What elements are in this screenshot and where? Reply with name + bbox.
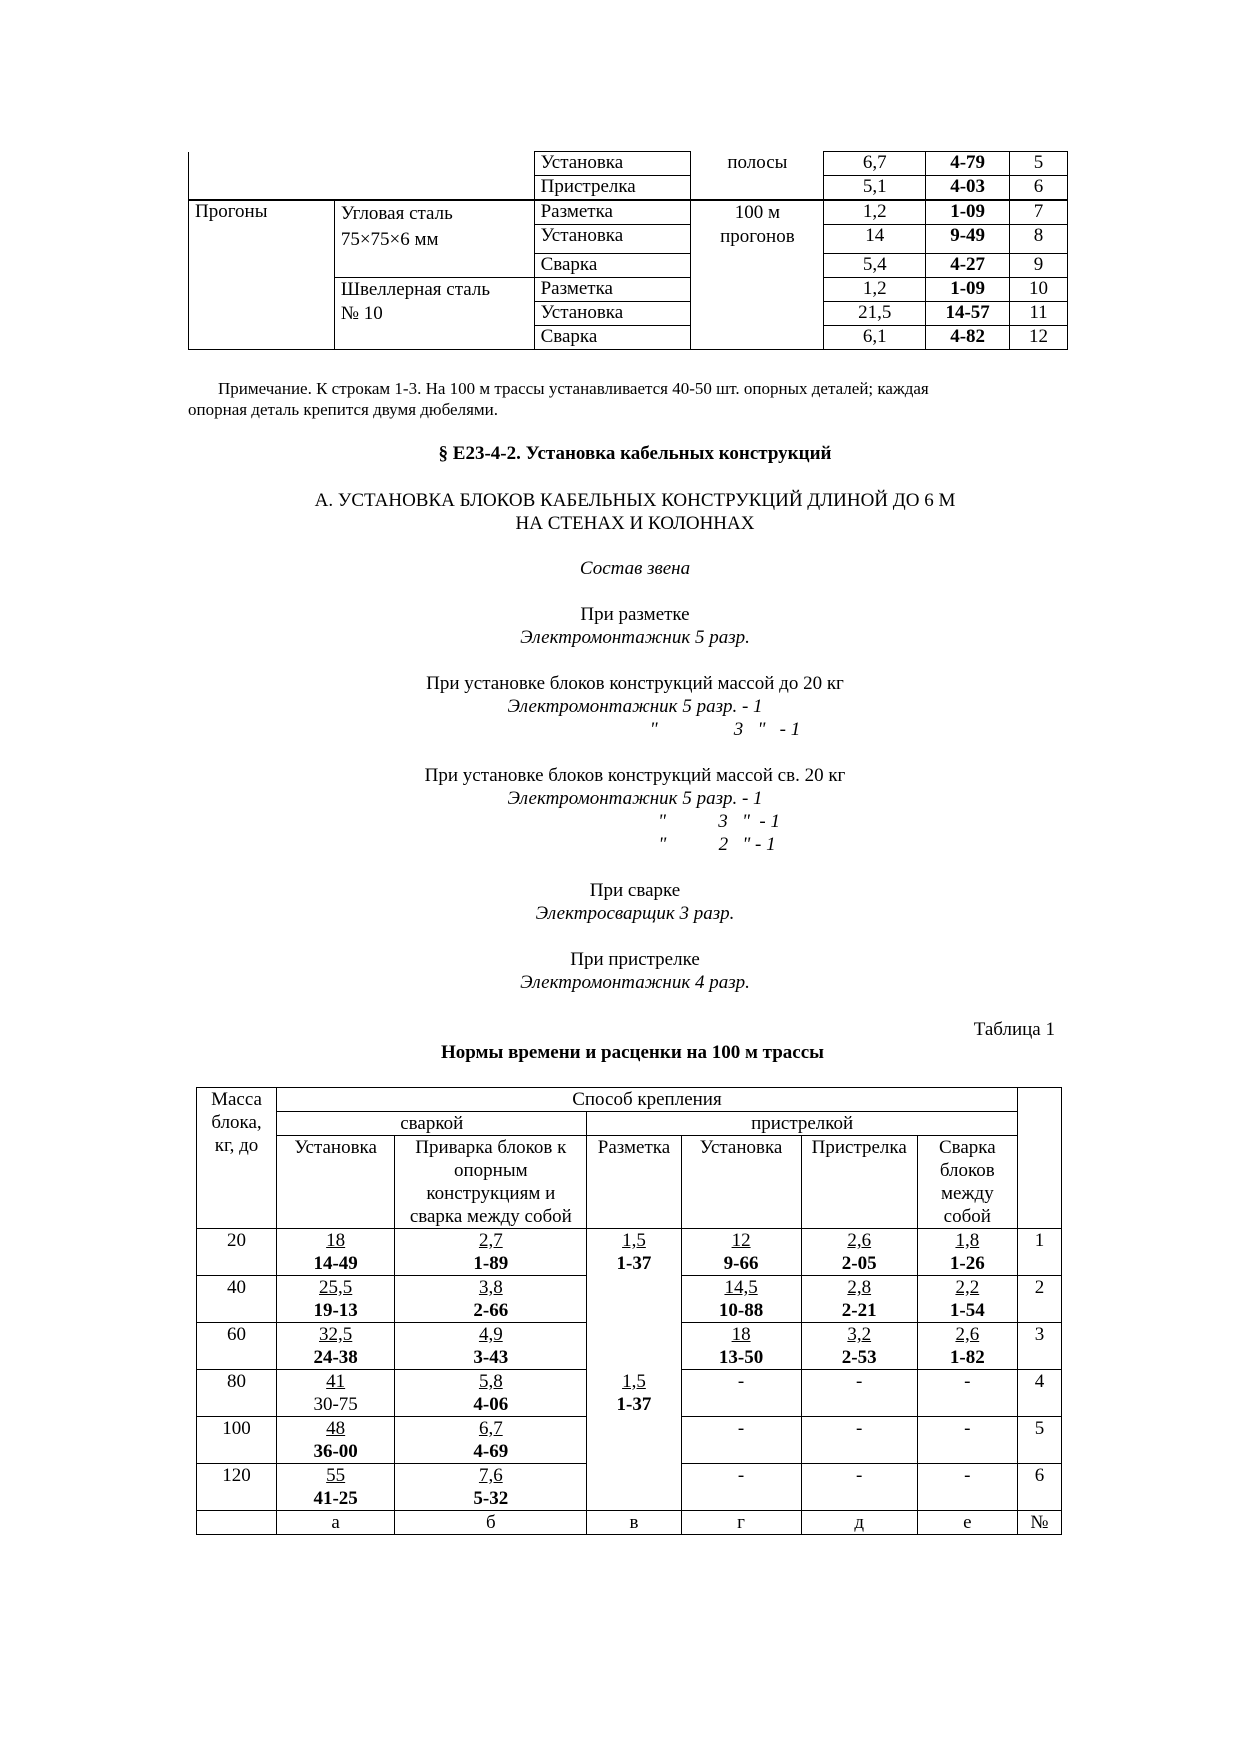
value-cell: 18 14-49 (277, 1229, 395, 1276)
table-row (197, 1229, 1062, 1276)
mass-cell: 80 (197, 1370, 277, 1417)
col-header: Сварка блоков между собой (917, 1136, 1017, 1229)
value-cell: 32,5 24-38 (277, 1323, 395, 1370)
material-cell: Угловая сталь 75×75×6 мм (334, 200, 534, 278)
section-subtitle: А. УСТАНОВКА БЛОКОВ КАБЕЛЬНЫХ КОНСТРУКЦИЙ ДЛИНОЙ ДО 6 М НА СТЕНАХ И КОЛОННАХ (314, 490, 956, 534)
value-cell: 18 13-50 (681, 1323, 801, 1370)
shooting-header: пристрелкой (587, 1112, 1017, 1136)
col-header: Установка (681, 1136, 801, 1229)
value-cell: - (681, 1370, 801, 1417)
value-cell: 55 41-25 (277, 1464, 395, 1511)
norm-cell: 1,2 (824, 278, 926, 302)
welding-header: сваркой (277, 1112, 587, 1136)
row-number-cell: 5 (1010, 152, 1068, 176)
table-row (189, 152, 1068, 176)
norm-cell: 21,5 (824, 302, 926, 326)
operation-cell: Установка (534, 225, 691, 254)
value-cell: 2,6 2-05 (801, 1229, 917, 1276)
value-cell: - (917, 1464, 1017, 1511)
value-cell: 1,5 1-37 (587, 1229, 681, 1370)
mass-cell: 120 (197, 1464, 277, 1511)
table-title: Нормы времени и расценки на 100 м трассы (440, 1042, 824, 1063)
price-cell: 4-79 (926, 152, 1010, 176)
operation-cell: Пристрелка (534, 176, 691, 201)
crew-worker: Электросварщик 3 разр. (535, 903, 735, 924)
mass-header: Масса блока, кг, до (197, 1088, 277, 1229)
price-cell: 14-57 (926, 302, 1010, 326)
value-cell: - (917, 1417, 1017, 1464)
col-header: Установка (277, 1136, 395, 1229)
crew-worker: Электромонтажник 4 разр. (520, 972, 750, 993)
note-paragraph: Примечание. К строкам 1-3. На 100 м трассы устанавливается 40-50 шт. опорных деталей; каждая опорная деталь крепится двумя дюбелями. (188, 379, 929, 419)
unit-cell: полосы (691, 152, 824, 201)
row-number-cell: 3 (1017, 1323, 1061, 1370)
row-number-cell: 7 (1010, 200, 1068, 225)
operation-cell: Установка (534, 152, 691, 176)
price-cell: 9-49 (926, 225, 1010, 254)
crew-case: При пристрелке (570, 949, 700, 970)
crew-worker: Электромонтажник 5 разр. - 1 (507, 696, 763, 717)
crew-case: При установке блоков конструкций массой до 20 кг (426, 673, 844, 694)
row-number-cell: 6 (1010, 176, 1068, 201)
column-index-row: а б в г д е № (197, 1511, 1062, 1535)
value-cell: - (681, 1417, 801, 1464)
row-number-cell: 10 (1010, 278, 1068, 302)
value-cell: 4,9 3-43 (395, 1323, 587, 1370)
table-label: Таблица 1 (973, 1019, 1055, 1040)
value-cell: 1,8 1-26 (917, 1229, 1017, 1276)
value-cell: 6,7 4-69 (395, 1417, 587, 1464)
col-header: Пристрелка (801, 1136, 917, 1229)
operation-cell: Разметка (534, 200, 691, 225)
value-cell: 25,5 19-13 (277, 1276, 395, 1323)
value-cell: - (801, 1464, 917, 1511)
price-cell: 4-03 (926, 176, 1010, 201)
table-row (197, 1370, 1062, 1417)
crew-case: При сварке (589, 880, 681, 901)
value-cell: 2,6 1-82 (917, 1323, 1017, 1370)
norm-cell: 5,1 (824, 176, 926, 201)
value-cell: 2,2 1-54 (917, 1276, 1017, 1323)
crew-worker: " 3 " - 1 (649, 719, 801, 740)
method-header: Способ крепления (277, 1088, 1018, 1112)
row-number-cell: 8 (1010, 225, 1068, 254)
row-number-cell: 12 (1010, 326, 1068, 350)
row-number-cell: 1 (1017, 1229, 1061, 1276)
norm-cell: 14 (824, 225, 926, 254)
value-cell: 41 30-75 (277, 1370, 395, 1417)
value-cell: 3,8 2-66 (395, 1276, 587, 1323)
material-cell: Швеллерная сталь № 10 (334, 278, 534, 350)
row-number-cell: 6 (1017, 1464, 1061, 1511)
value-cell: 2,7 1-89 (395, 1229, 587, 1276)
header-row (197, 1136, 1062, 1229)
header-row (197, 1088, 1062, 1112)
norm-cell: 6,7 (824, 152, 926, 176)
col-header: Приварка блоков к опорным конструкциям и сварка между собой (395, 1136, 587, 1229)
operation-cell: Установка (534, 302, 691, 326)
operation-cell: Сварка (534, 254, 691, 278)
price-cell: 4-82 (926, 326, 1010, 350)
norm-cell: 6,1 (824, 326, 926, 350)
mass-cell: 100 (197, 1417, 277, 1464)
header-row (197, 1112, 1062, 1136)
element-cell: Прогоны (189, 200, 335, 350)
value-cell: 3,2 2-53 (801, 1323, 917, 1370)
mass-cell: 40 (197, 1276, 277, 1323)
row-number-cell: 11 (1010, 302, 1068, 326)
value-cell: 1,5 1-37 (587, 1370, 681, 1511)
value-cell: - (917, 1370, 1017, 1417)
value-cell: 2,8 2-21 (801, 1276, 917, 1323)
value-cell: 48 36-00 (277, 1417, 395, 1464)
value-cell: 14,5 10-88 (681, 1276, 801, 1323)
unit-cell: 100 м прогонов (691, 200, 824, 350)
value-cell: - (801, 1370, 917, 1417)
row-number-cell: 4 (1017, 1370, 1061, 1417)
top-norms-table (188, 151, 1068, 350)
table-row (189, 200, 1068, 225)
crew-case: При разметке (580, 604, 690, 625)
crew-heading: Состав звена (579, 558, 691, 579)
row-number-cell: 9 (1010, 254, 1068, 278)
row-number-cell: 5 (1017, 1417, 1061, 1464)
value-cell: 12 9-66 (681, 1229, 801, 1276)
price-cell: 4-27 (926, 254, 1010, 278)
norm-cell: 1,2 (824, 200, 926, 225)
operation-cell: Разметка (534, 278, 691, 302)
crew-worker: Электромонтажник 5 разр. - 1 (507, 788, 763, 809)
price-cell: 1-09 (926, 278, 1010, 302)
norm-cell: 5,4 (824, 254, 926, 278)
value-cell: - (681, 1464, 801, 1511)
col-header: Разметка (587, 1136, 681, 1229)
section-title: § Е23-4-2. Установка кабельных конструкций (438, 443, 832, 464)
crew-worker: " 3 " - 1 (657, 811, 781, 832)
price-cell: 1-09 (926, 200, 1010, 225)
row-number-cell: 2 (1017, 1276, 1061, 1323)
value-cell: - (801, 1417, 917, 1464)
norms-table-1 (196, 1087, 1062, 1535)
value-cell: 7,6 5-32 (395, 1464, 587, 1511)
crew-worker: " 2 " - 1 (658, 834, 776, 855)
operation-cell: Сварка (534, 326, 691, 350)
crew-worker: Электромонтажник 5 разр. (520, 627, 750, 648)
value-cell: 5,8 4-06 (395, 1370, 587, 1417)
crew-case: При установке блоков конструкций массой св. 20 кг (424, 765, 846, 786)
mass-cell: 20 (197, 1229, 277, 1276)
mass-cell: 60 (197, 1323, 277, 1370)
